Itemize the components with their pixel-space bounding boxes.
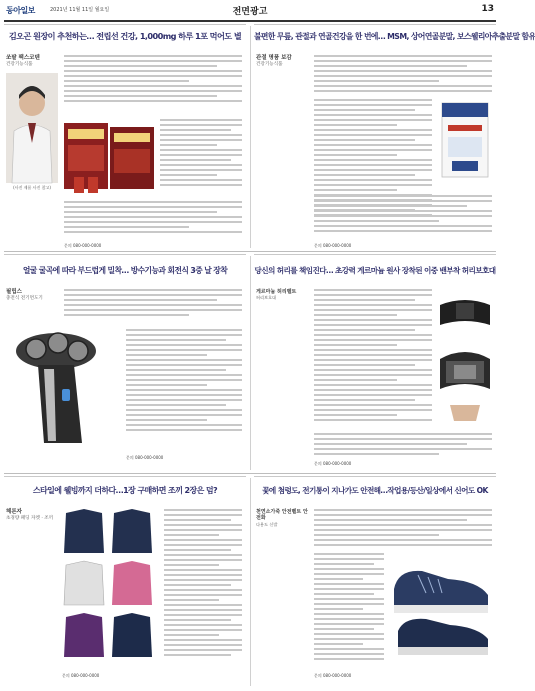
ad-shaver xyxy=(4,254,246,472)
ad-headline: 김오곤 원장이 추천하는… 전립선 건강, 1,000mg 하루 1포 먹어도 별 xyxy=(8,31,242,41)
belt-photo xyxy=(436,295,494,425)
ad-headline: 스타일에 웰빙까지 더하다…1장 구매하면 조끼 2장은 덤? xyxy=(32,486,218,495)
row-divider-2 xyxy=(4,473,496,474)
column-divider-bottom xyxy=(250,478,251,686)
ad-waist-belt xyxy=(254,254,496,472)
joint-supplement-box-icon xyxy=(438,99,492,185)
ad-prostate xyxy=(4,24,246,250)
ad-phone: 문의 080-000-0000 xyxy=(126,455,164,460)
ad-product-tag: 관절 명품 보감 건강기능식품 xyxy=(256,55,292,67)
page-number: 13 xyxy=(481,4,494,14)
ad-headline: 꽃에 첨렁도, 전기통이 지나가도 안전해…작업용/등산/일상에서 신어도 OK xyxy=(262,486,488,495)
ad-body-text xyxy=(164,509,242,659)
ad-footer-text xyxy=(64,201,242,236)
ad-phone: 문의 080-000-0000 xyxy=(62,673,100,678)
row-divider-1 xyxy=(4,251,496,252)
electric-shaver-icon xyxy=(8,325,120,447)
ad-padding-jacket xyxy=(4,476,246,688)
padding-jacket-icon xyxy=(62,507,158,663)
ad-body-text xyxy=(314,55,492,95)
ad-joint xyxy=(254,24,535,250)
ad-body-text xyxy=(64,289,242,319)
waist-belt-icon xyxy=(436,295,494,425)
ad-phone: 문의 080-000-0000 xyxy=(314,243,352,248)
section-title: 전면광고 xyxy=(232,7,268,17)
ad-body-text-right xyxy=(126,329,242,434)
newspaper-logo: 동아일보 xyxy=(6,6,35,15)
ad-body-text-right xyxy=(160,119,242,189)
ad-product-tag: 필립스 충전식 전기면도기 xyxy=(6,289,43,301)
ad-body-text xyxy=(64,55,242,105)
masthead-rule xyxy=(4,20,496,22)
ad-phone: 문의 080-000-0000 xyxy=(64,243,102,248)
shaver-photo xyxy=(8,325,120,447)
ad-body-text-left xyxy=(314,553,384,663)
ad-headline: 얼굴 굴곡에 따라 부드럽게 밀착… 방수기능과 회전식 3중 날 장착 xyxy=(22,266,228,275)
ad-phone: 문의 080-000-0000 xyxy=(314,461,352,466)
product-box xyxy=(438,99,492,185)
ad-safety-shoes xyxy=(254,476,496,688)
doctor-caption: (사진 제품 사진 참고) xyxy=(13,185,51,190)
ad-product-tag: 쏘팔 팩스코텐 건강기능식품 xyxy=(6,55,40,67)
safety-shoe-icon xyxy=(388,549,494,661)
ad-body-text xyxy=(314,509,492,549)
ad-body-text-bottom xyxy=(314,195,492,235)
supplement-box-icon xyxy=(64,117,156,197)
ad-product-tag: 게르마늄 허리벨트 허리보호대 xyxy=(256,289,297,301)
issue-date: 2021년 11월 11일 월요일 xyxy=(50,7,110,13)
doctor-photo xyxy=(6,73,58,183)
product-boxes xyxy=(64,117,156,197)
ad-phone: 문의 080-000-0000 xyxy=(314,673,352,678)
shoes-photo xyxy=(388,549,494,661)
doctor-figure-icon xyxy=(6,73,58,183)
ad-body-text-bottom xyxy=(314,433,492,458)
ad-body-text xyxy=(314,289,432,424)
ad-headline: 불편한 무릎, 관절과 연골건강을 한 번에… MSM, 상어연골분말, 보스웰리아추출분말 함유 xyxy=(254,32,535,41)
ad-product-tag: 헤론자 초경량 패딩 자켓 · 조끼 xyxy=(6,509,54,521)
jackets-photo xyxy=(62,507,158,663)
column-divider-middle xyxy=(250,256,251,470)
ad-headline: 당신의 허리를 책임진다… 초강력 게르마늄 원사 장착된 이중 밴부착 허리보호대 xyxy=(254,266,496,275)
masthead xyxy=(4,3,496,19)
column-divider-top xyxy=(250,26,251,248)
ad-product-tag: 천연소가죽 안전벨트 안전화 다용도 신발 xyxy=(256,509,308,527)
